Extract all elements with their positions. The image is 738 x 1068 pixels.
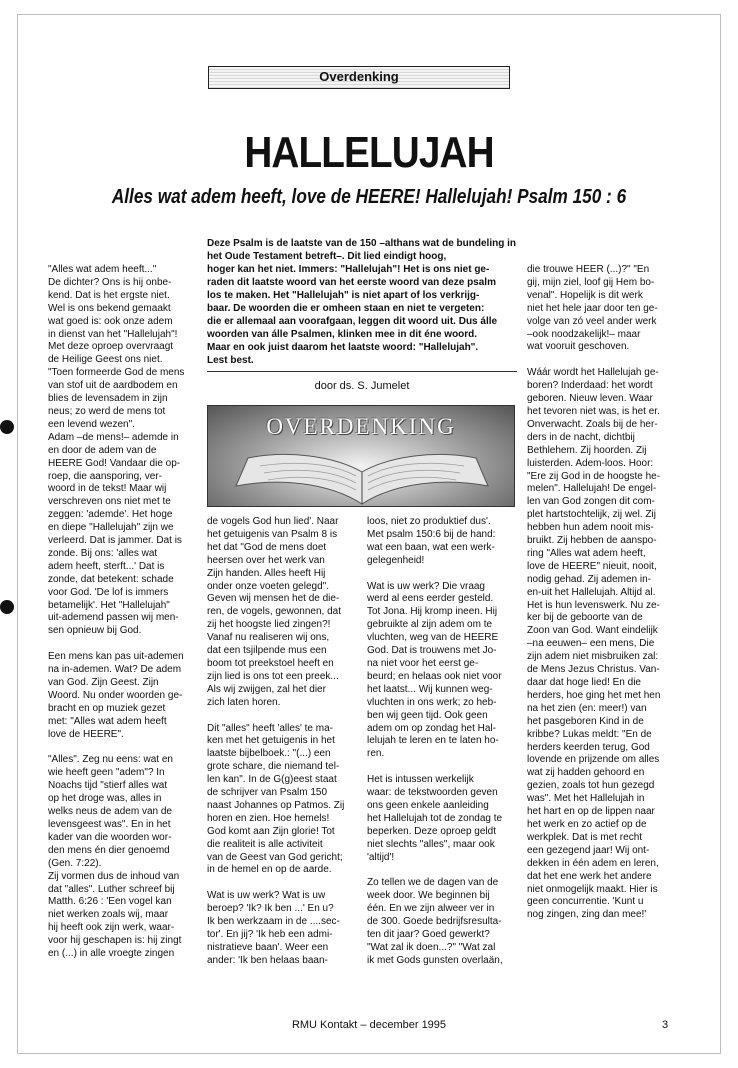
column-3: loos, niet zo produktief dus'. Met psalm 150:6 bij de hand: wat een baan, wat een werk- gelegenheid! Wat is uw werk? Die vraag werd al eens eerder gesteld. Tot Jona. Hij kromp ineen. Hij gebruikte al zijn adem om te vluchten, weg van de HEERE God. Dat is trouwens met Jo- na niet voor het eerst ge- beurd; en helaas ook niet voor het laatst... Wij kunnen weg- vluchten in ons werk; zo heb- ben wij geen tijd. Ook geen adem om op zondag het Hal- lelujah te leren en te laten ho- ren. Het is intussen werkelijk waar: de tekstwoorden geven ons geen enkele aanleiding het Hallelujah tot de zondag te beperken. Deze oproep geldt niet slechts "alles", maar ook 'altijd'! Zo tellen we de dagen van de week door. We beginnen bij één. En we zijn alweer ver in de 300. Goede bedrijfsresulta- ten dit jaar? Goed gewerkt? "Wat zal ik doen...?" "Wat zal ik met Gods gunsten overlaän, (367, 516, 503, 966)
divider-line (207, 371, 517, 372)
page-number: 3 (662, 1019, 669, 1031)
intro-paragraph: Deze Psalm is de laatste van de 150 –althans wat de bundeling in het Oude Testament betreft–. Dit lied eindigt hoog, hoger kan het niet. Immers: "Hallelujah"! Het is ons niet ge- raden dit laatste woord van het eerste woord van deze psalm los te maken. Het "Hallelujah" is niet apart of los verkrijg- baar. De woorden die er omheen staan en niet te vergeten: die er allemaal aan voorafgaan, leggen dit woord uit. Dus álle woorden van álle Psalmen, klinken mee in dit éne woord. Maar en ook juist daarom het laatste woord: "Hallelujah". Lest best. (207, 238, 516, 366)
section-label: Overdenking (208, 66, 510, 89)
column-4: die trouwe HEER (...)?" "En gij, mijn ziel, loof gij Hem bo- venal". Hopelijk is dit werk niet het hele jaar door ten ge- volge van zó veel ander werk –ook noodzakelijk!– maar wat vooruit geschoven. Wáár wordt het Hallelujah ge- boren? Inderdaad: het wordt geboren. Nieuw leven. Waar het tevoren niet was, is het er. Onverwacht. Zoals bij de her- ders in de nacht, dichtbij Bethlehem. Zij hoorden. Zij luisterden. Adem-loos. Hoor: "Ere zij God in de hoogste he- melen". Hallelujah! De engel- len van God zongen dit com- plet hartstochtelijk, zij wel. Zij hebben hun adem nooit mis- bruikt. Zij hebben de aanspo- ring "Alles wat adem heeft, love de HEERE" nieuit, nooit, nodig gehad. Zij ademen in- en-uit het Hallelujah. Altijd al. Het is hun levenswerk. Nu ze- ker bij de geboorte van de Zoon van God. Want eindelijk –na eeuwen– een mens, Die zijn adem niet misbruiken zal: de Mens Jezus Christus. Van- daar dat hoge lied! En die herders, hoe ging het met hen na het zien (en: meer!) van het pasgeboren Kind in de kribbe? Lukas meldt: "En de herders keerden terug, God lovende en prijzende om alles wat zij hadden gehoord en gezien, zoals tot hun gezegd was". Met het Hallelujah in het hart en op de lippen naar het werk en zo actief op de werkplek. Dat is met recht een gezegend jaar! Wij ont- dekken in één adem en leren, dat het ene werk het andere niet onmogelijk maakt. Hier is geen concurrentie. 'Kunt u nog zingen, zing dan mee!' (527, 264, 661, 921)
column-1: "Alles wat adem heeft..." De dichter? Ons is hij onbe- kend. Dat is het ergste niet. Wel is ons bekend gemaakt wat goed is: ook onze adem in dienst van het "Hallelujah"! Met deze oproep overvraagt de Heilige Geest ons niet. "Toen formeerde God de mens van stof uit de aardbodem en blies de levensadem in zijn neus; zo werd de mens tot een levend wezen". Adam –de mens!– ademde in en door de adem van de HEERE God! Vandaar die op- roep, die aansporing, ver- woord in de tekst! Maar wij verschreven ons niet met te zeggen: 'ademde'. Het hoge en diepe "Hallelujah" zijn we verleerd. Dat is jammer. Dat is zonde. Bij ons: 'alles wat adem heeft, sterft...' Dat is zonde, dat betekent: schade voor God. 'De lof is immers betamelijk'. Het "Hallelujah" uit-ademend passen wij men- sen opnieuw bij God. Een mens kan pas uit-ademen na in-ademen. Wat? De adem van God. Zijn Geest. Zijn Woord. Nu onder woorden ge- bracht en op muziek gezet met: "Alles wat adem heeft love de HEERE". "Alles". Zeg nu eens: wat en wie heeft geen "adem"? In Noachs tijd "stierf alles wat op het droge was, alles in welks neus de adem van de levensgeest was". En in het kader van die woorden wor- den mens én dier genoemd (Gen. 7:22). Zij vormen dus de inhoud van dat "alles". Luther schreef bij Matth. 6:26 : 'Een vogel kan niet werken zoals wij, maar hij heeft ook zijn werk, waar- voor hij geschapen is: hij zingt en (...) in alle vroegte zingen (48, 264, 185, 960)
banner-title: OVERDENKING (266, 414, 456, 439)
binder-hole (0, 600, 14, 614)
column-2: de vogels God hun lied'. Naar het getuigenis van Psalm 8 is het dat "God de mens doet heersen over het werk van Zijn handen. Alles heeft Hij onder onze voeten gelegd". Geven wij mensen het de die- ren, de vogels, gewonnen, dat zij het hoogste lied zingen?! Vanaf nu realiseren wij ons, dat een tsjilpende mus een boom tot preekstoel heeft en zijn lied is ons tot een preek... Als wij zwijgen, zal het dier zich laten horen. Dit "alles" heeft 'alles' te ma- ken met het getuigenis in het laatste bijbelboek.: "(...) een grote schare, die niemand tel- len kan". In de G(g)eest staat de schrijver van Psalm 150 naast Johannes op Patmos. Zij horen en zien. Hoe hemels! God komt aan Zijn glorie! Tot die realiteit is alle activiteit van de Geest van God gericht; in de hemel en op de aarde. Wat is uw werk? Wat is uw beroep? 'Ik? Ik ben ...' En u? Ik ben werkzaam in de ....sec- tor'. En jij? 'Ik heb een admi- nistratieve baan'. Weer een ander: 'Ik ben helaas baan- (207, 516, 345, 966)
binder-hole (0, 420, 14, 434)
overdenking-banner (207, 405, 515, 507)
page-footer: RMU Kontakt – december 1995 (291, 1019, 447, 1031)
byline: door ds. S. Jumelet (314, 380, 410, 392)
article-subtitle: Alles wat adem heeft, love de HEERE! Hallelujah! Psalm 150 : 6 (111, 186, 627, 208)
article-title: HALLELUJAH (244, 128, 494, 177)
